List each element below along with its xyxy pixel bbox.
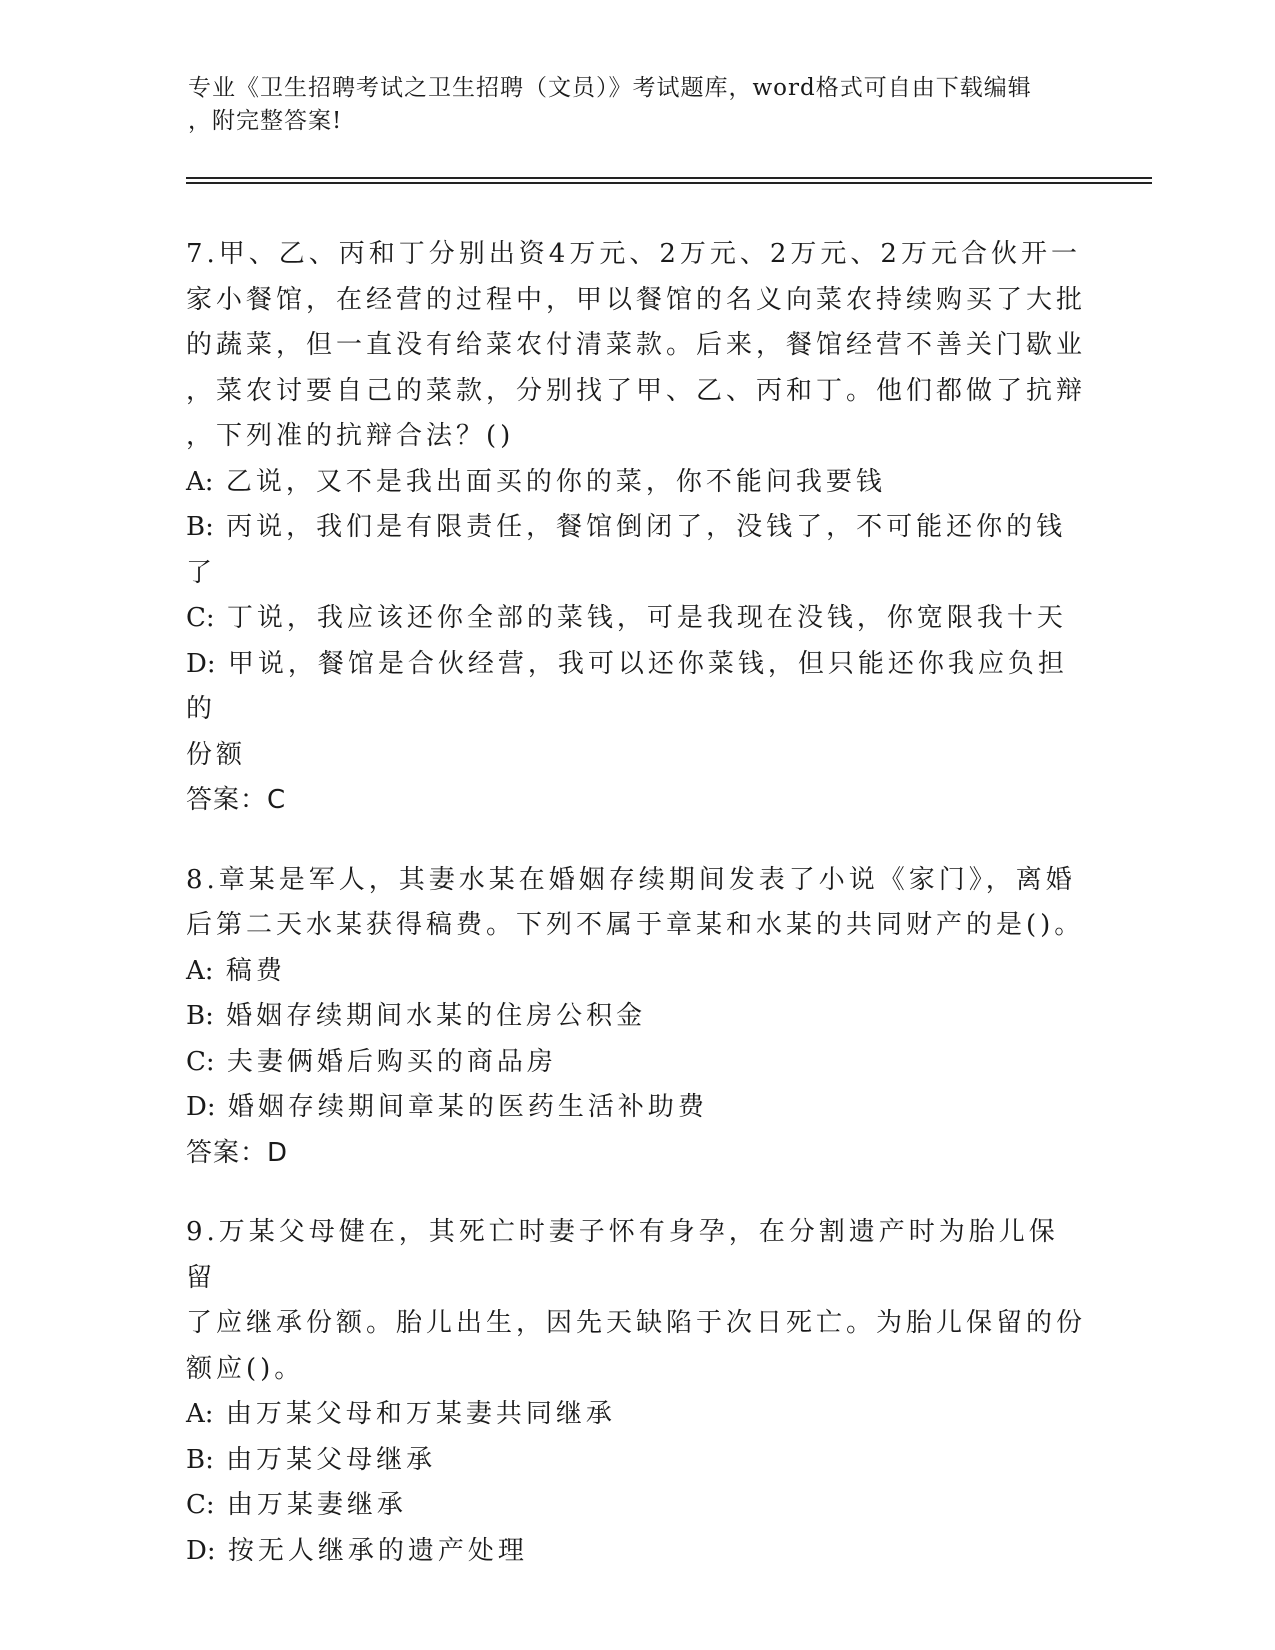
option-text: 由万某父母和万某妻共同继承 bbox=[225, 1399, 616, 1429]
option-letter: D: bbox=[186, 648, 216, 679]
header-title-line-2: ，附完整答案! bbox=[188, 108, 343, 134]
option-text: 份额 bbox=[186, 739, 247, 770]
option-letter: C: bbox=[186, 603, 215, 633]
question-stem-line: 9.万某父母健在，其死亡时妻子怀有身孕，在分割遗产时为胎儿保留 bbox=[186, 1217, 1059, 1293]
option-text: 夫妻俩婚后购买的商品房 bbox=[226, 1046, 557, 1077]
answer-key: 答案：D bbox=[186, 1137, 289, 1168]
question-item bbox=[186, 1210, 1086, 1574]
answer-option bbox=[186, 1483, 1086, 1529]
answer-option bbox=[186, 1040, 1086, 1086]
option-letter: B: bbox=[186, 1001, 214, 1031]
option-text: 按无人继承的遗产处理 bbox=[227, 1535, 528, 1566]
header-divider-bottom bbox=[186, 182, 1152, 184]
answer-option bbox=[186, 642, 1086, 733]
option-letter: B: bbox=[186, 512, 214, 542]
question-stem-line: 家小餐馆，在经营的过程中，甲以餐馆的名义向菜农持续购买了大批 bbox=[186, 284, 1087, 315]
option-text: 甲说，餐馆是合伙经营，我可以还你菜钱，但只能还你我应负担的 bbox=[186, 648, 1068, 724]
question-stem-line: 7.甲、乙、丙和丁分别出资4万元、2万元、2万元、2万元合伙开一 bbox=[186, 239, 1081, 269]
question-stem-line: 额应()。 bbox=[186, 1353, 305, 1384]
option-text: 由万某妻继承 bbox=[226, 1490, 407, 1520]
option-text: 由万某父母继承 bbox=[226, 1444, 437, 1475]
option-text: 丁说，我应该还你全部的菜钱，可是我现在没钱，你宽限我十天 bbox=[226, 603, 1067, 633]
answer-option bbox=[186, 596, 1086, 642]
option-letter: C: bbox=[186, 1046, 215, 1077]
option-letter: C: bbox=[186, 1490, 215, 1520]
answer-option bbox=[186, 733, 1086, 779]
option-text: 婚姻存续期间章某的医药生活补助费 bbox=[227, 1092, 708, 1122]
question-stem-line: 后第二天水某获得稿费。下列不属于章某和水某的共同财产的是()。 bbox=[186, 910, 1085, 940]
answer-option bbox=[186, 994, 1086, 1040]
question-stem-line: ，下列准的抗辩合法？() bbox=[186, 421, 515, 451]
answer-option bbox=[186, 1529, 1086, 1575]
option-letter: A: bbox=[186, 955, 214, 986]
answer-option bbox=[186, 1085, 1086, 1131]
question-stem-line: 的蔬菜，但一直没有给菜农付清菜款。后来，餐馆经营不善关门歇业 bbox=[186, 330, 1087, 360]
option-text: 婚姻存续期间水某的住房公积金 bbox=[226, 1001, 647, 1031]
question-stem-line: ，菜农讨要自己的菜款，分别找了甲、乙、丙和丁。他们都做了抗辩 bbox=[186, 375, 1087, 406]
option-text: 乙说，又不是我出面买的你的菜，你不能问我要钱 bbox=[225, 466, 886, 497]
answer-option bbox=[186, 505, 1086, 596]
answer-key: 答案：C bbox=[186, 785, 287, 815]
answer-option bbox=[186, 949, 1086, 995]
header-divider-top bbox=[186, 177, 1152, 179]
option-letter: D: bbox=[186, 1092, 216, 1122]
header-title-line-1: 专业《卫生招聘考试之卫生招聘（文员）》考试题库，word格式可自由下载编辑 bbox=[188, 75, 1032, 101]
option-text: 稿费 bbox=[225, 955, 286, 986]
question-stem-line: 了应继承份额。胎儿出生，因先天缺陷于次日死亡。为胎儿保留的份 bbox=[186, 1308, 1087, 1338]
question-stem-line: 8.章某是军人，其妻水某在婚姻存续期间发表了小说《家门》，离婚 bbox=[186, 864, 1076, 895]
answer-option bbox=[186, 1392, 1086, 1438]
option-letter: D: bbox=[186, 1535, 216, 1566]
question-list bbox=[186, 232, 1086, 1608]
answer-option bbox=[186, 460, 1086, 506]
option-letter: A: bbox=[186, 1399, 214, 1429]
option-text: 丙说，我们是有限责任，餐馆倒闭了，没钱了，不可能还你的钱了 bbox=[186, 512, 1067, 588]
option-letter: A: bbox=[186, 466, 214, 497]
question-item bbox=[186, 858, 1086, 1177]
option-letter: B: bbox=[186, 1444, 214, 1475]
document-header bbox=[188, 72, 1068, 138]
answer-option bbox=[186, 1438, 1086, 1484]
question-item bbox=[186, 232, 1086, 824]
